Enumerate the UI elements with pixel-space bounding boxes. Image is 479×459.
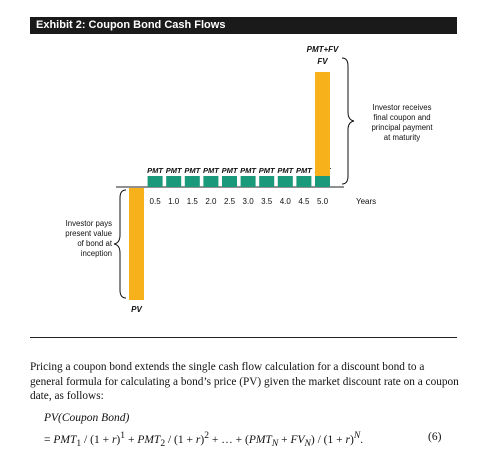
coupon-label: PMT [221,166,238,175]
annotation-right-line: Investor receives [372,103,432,112]
coupon-bar [222,176,237,187]
coupon-bar [185,176,200,187]
coupon-label: PMT [240,166,257,175]
x-tick-label: 3.0 [242,197,254,206]
coupon-label: PMT [147,166,164,175]
x-tick-label: 4.0 [279,197,291,206]
annotation-left-line: of bond at [77,239,112,248]
principal-bar [315,72,330,176]
exhibit-title: Exhibit 2: Coupon Bond Cash Flows [30,17,457,34]
coupon-label: PMT [295,166,312,175]
coupon-bar [166,176,181,187]
coupon-bar [203,176,218,187]
pricing-formula: = $PMT_1 / (1 + r)^1 + PMT_2 / (1 + r)^2$ + … + $(PMT_N + FV_N) / (1 + r)^N$. [44,430,364,450]
coupon-bar [278,176,293,187]
x-tick-label: 2.0 [205,197,217,206]
x-tick-label: 3.5 [261,197,273,206]
coupon-bar [148,176,163,187]
x-tick-label: 5.0 [316,197,329,206]
final-label-top: PMT+FV [306,45,339,54]
coupon-label: PMT [277,166,294,175]
coupon-bar [259,176,274,187]
x-tick-label: 4.5 [298,197,310,206]
coupon-bar [296,176,311,187]
pv-label: PV [131,305,142,314]
left-brace [114,190,126,298]
x-tick-label: 1.0 [168,197,180,206]
body-paragraph: Pricing a coupon bond extends the single cash flow calculation for a discount bond to a general formula for calculating a bond’s price (PV) given the market discount rate on a coupon date, as follows: [30,361,459,402]
coupon-label: PMT [202,166,219,175]
annotation-left-line: present value [65,229,112,238]
annotation-right-line: final coupon and [373,113,431,122]
coupon-bar [315,176,330,187]
formula-label: PV(Coupon Bond) [44,412,130,424]
divider-rule [30,337,457,338]
x-axis-label: Years [356,197,377,206]
coupon-bar [241,176,256,187]
x-tick-label: 0.5 [149,197,161,206]
final-label-fv: FV [317,57,328,66]
coupon-label: PMT [165,166,182,175]
equation-number: (6) [428,431,442,443]
annotation-right-line: at maturity [383,133,421,142]
annotation-right-line: principal payment [371,123,433,132]
annotation-left-line: Investor pays [65,219,112,228]
coupon-label: PMT [258,166,275,175]
coupon-label: PMT [184,166,201,175]
x-tick-label: 1.5 [186,197,198,206]
pv-bar [129,188,144,300]
annotation-left-line: inception [80,249,112,258]
right-brace [342,58,354,184]
x-tick-label: 2.5 [223,197,236,206]
